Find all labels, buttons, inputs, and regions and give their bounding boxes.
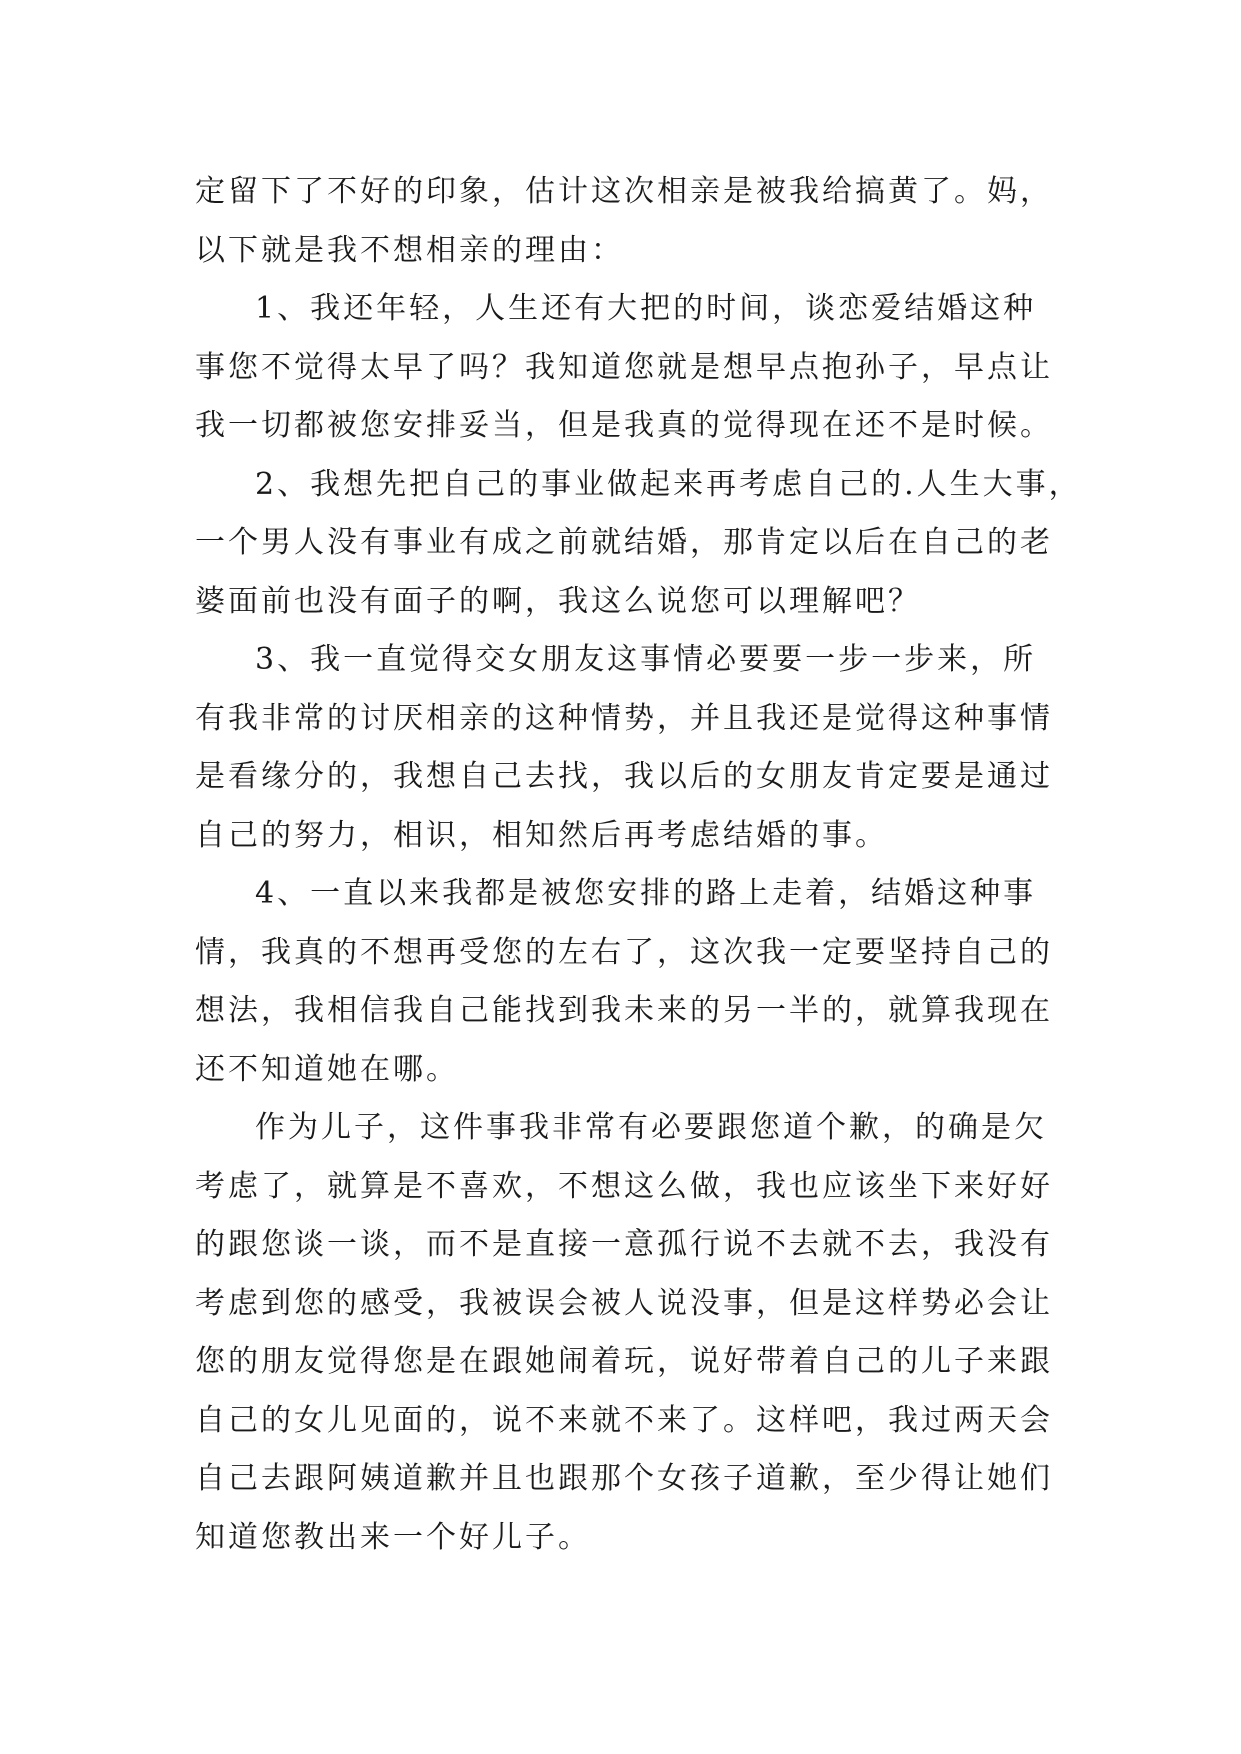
text-line: 考虑了，就算是不喜欢，不想这么做，我也应该坐下来好好 [195,1168,1053,1204]
text-line: 自己的女儿见面的，说不来就不来了。这样吧，我过两天会 [195,1402,1053,1438]
text-line: 我一切都被您安排妥当，但是我真的觉得现在还不是时候。 [195,408,1053,443]
text-line: 自己去跟阿姨道歉并且也跟那个女孩子道歉，至少得让她们 [195,1461,1053,1496]
text-line: 4、一直以来我都是被您安排的路上走着，结婚这种事 [255,876,1037,911]
text-line: 一个男人没有事业有成之前就结婚，那肯定以后在自己的老 [195,525,1053,560]
text-line: 定留下了不好的印象，估计这次相亲是被我给搞黄了。妈， [195,174,1053,209]
text-line: 是看缘分的，我想自己去找，我以后的女朋友肯定要是通过 [195,759,1053,794]
text-line: 想法，我相信我自己能找到我未来的另一半的，就算我现在 [195,993,1053,1028]
text-line: 情，我真的不想再受您的左右了，这次我一定要坚持自己的 [195,934,1053,970]
text-line: 3、我一直觉得交女朋友这事情必要要一步一步来，所 [255,642,1037,677]
text-line: 您的朋友觉得您是在跟她闹着玩，说好带着自己的儿子来跟 [195,1344,1053,1379]
text-line: 1、我还年轻，人生还有大把的时间，谈恋爱结婚这种 [255,291,1037,326]
text-line: 考虑到您的感受，我被误会被人说没事，但是这样势必会让 [195,1285,1053,1321]
letter-body [195,163,1082,1567]
text-line: 2、我想先把自己的事业做起来再考虑自己的.人生大事， [255,466,1082,502]
text-line: 的跟您谈一谈，而不是直接一意孤行说不去就不去，我没有 [195,1227,1053,1262]
text-line: 知道您教出来一个好儿子。 [195,1519,591,1555]
text-line: 婆面前也没有面子的啊，我这么说您可以理解吧？ [195,583,921,619]
text-line: 作为儿子，这件事我非常有必要跟您道个歉，的确是欠 [255,1110,1047,1145]
text-line: 事您不觉得太早了吗？我知道您就是想早点抱孙子，早点让 [195,349,1053,385]
text-line: 还不知道她在哪。 [195,1051,459,1087]
text-line: 有我非常的讨厌相亲的这种情势，并且我还是觉得这种事情 [195,700,1053,736]
text-line: 自己的努力，相识，相知然后再考虑结婚的事。 [195,817,888,853]
text-line: 以下就是我不想相亲的理由： [195,232,624,268]
